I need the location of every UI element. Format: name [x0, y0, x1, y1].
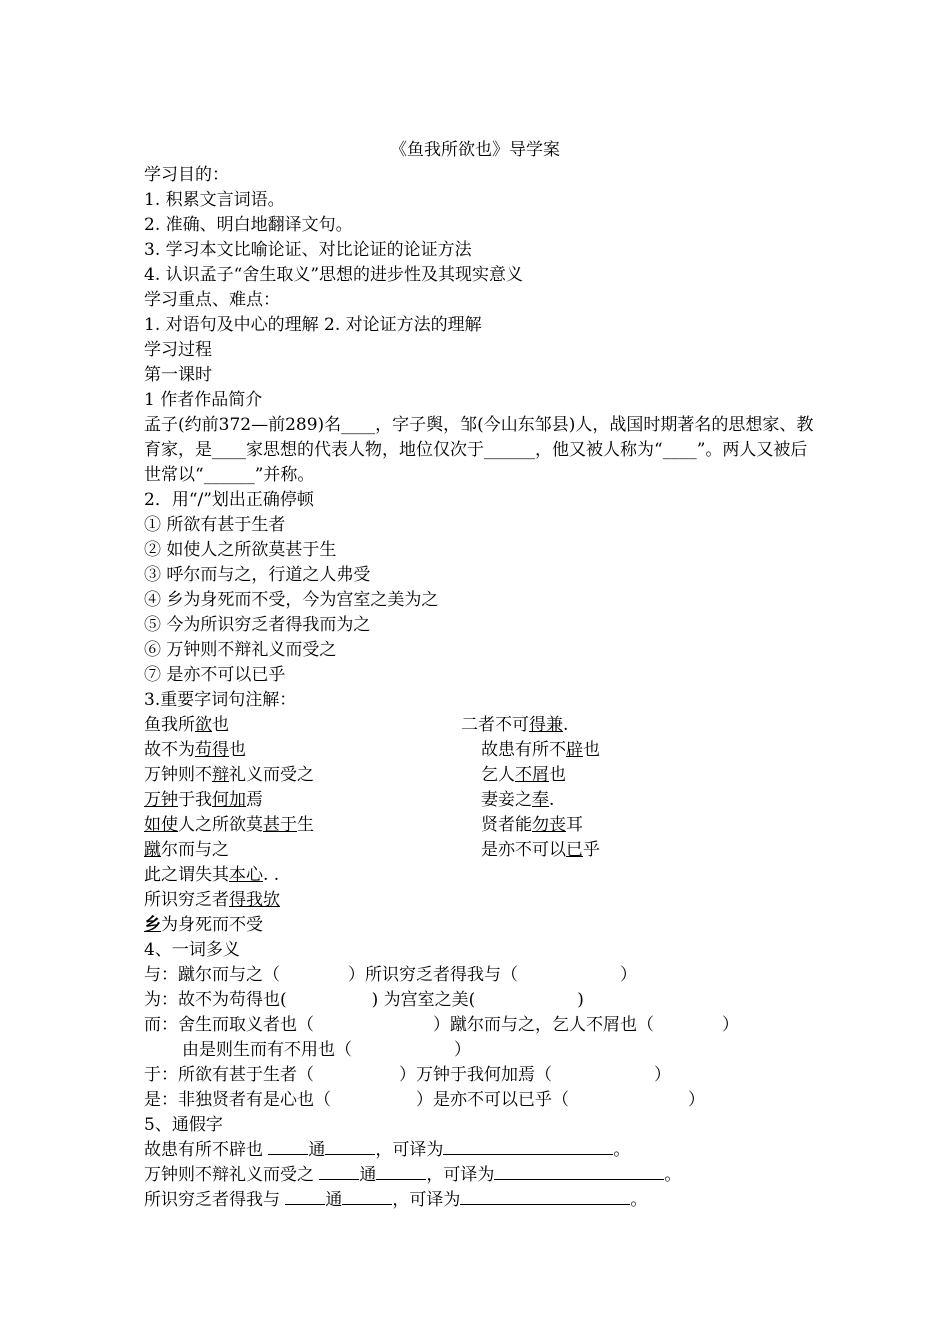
note-keyword: 得我欤: [229, 890, 280, 910]
notes-row: [144, 813, 814, 838]
notes-row: [144, 763, 814, 788]
polysemy-heading: 4、一词多义: [144, 940, 240, 960]
notes-row: [144, 738, 814, 763]
fill-blank[interactable]: [325, 1139, 375, 1155]
note-text: 生: [297, 815, 314, 835]
note-text: 于我: [178, 790, 212, 810]
pause-item: ④ 乡为身死而不受，今为宫室之美为之: [144, 590, 439, 610]
note-text: 也: [229, 740, 246, 760]
note-keyword: 得兼: [529, 715, 563, 735]
note-right: [481, 838, 600, 863]
tongjia-end: 。: [664, 1165, 682, 1185]
pause-item: ③ 呼尔而与之，行道之人弗受: [144, 565, 371, 585]
tongjia-row: [144, 1163, 814, 1188]
note-keyword: 欲: [195, 715, 212, 735]
note-text: 乎: [583, 840, 600, 860]
note-keyword: 苟得: [195, 740, 229, 760]
fill-blank[interactable]: [285, 1189, 325, 1205]
note-keyword: 勿丧: [532, 815, 566, 835]
tongjia-end: 。: [613, 1140, 631, 1160]
polysemy-row: 为：故不为苟得也( ) 为宫室之美( ): [144, 990, 584, 1010]
note-text: 妻妾之: [481, 790, 532, 810]
note-right: [481, 813, 583, 838]
note-keyword: 如使: [144, 815, 178, 835]
note-keyword: 甚于: [263, 815, 297, 835]
note-text: 人之所欲莫: [178, 815, 263, 835]
pause-item: ⑦ 是亦不可以已乎: [144, 665, 286, 685]
fill-blank[interactable]: [342, 1189, 392, 1205]
note-text: .: [563, 715, 569, 735]
note-text: 焉: [246, 790, 263, 810]
pause-item: ① 所欲有甚于生者: [144, 515, 286, 535]
note-keyword: 乡: [144, 915, 161, 935]
process-heading: 学习过程: [144, 340, 212, 360]
note-text: 礼义而受之: [229, 765, 314, 785]
tongjia-row: [144, 1138, 814, 1163]
note-text: 也: [549, 765, 566, 785]
notes-row: [144, 913, 814, 938]
tongjia-tong: 通: [359, 1165, 377, 1185]
notes-row: [144, 888, 814, 913]
polysemy-row: 于：所欲有甚于生者（ ）万钟于我何加焉（ ）: [144, 1065, 671, 1085]
tongjia-tong: 通: [308, 1140, 326, 1160]
page-title: 《鱼我所欲也》导学案: [390, 140, 560, 160]
author-heading: 1 作者作品简介: [144, 390, 263, 410]
pause-item: ⑥ 万钟则不辩礼义而受之: [144, 640, 337, 660]
note-right: [481, 788, 554, 813]
note-text: 乞人: [481, 765, 515, 785]
fill-blank[interactable]: [460, 1189, 630, 1205]
goal-item: 3. 学习本文比喻论证、对比论证的论证方法: [144, 240, 472, 260]
note-text: 所识穷乏者: [144, 890, 229, 910]
polysemy-row: 与：蹴尔而与之（ ）所识穷乏者得我与（ ）: [144, 965, 637, 985]
note-text: 也: [212, 715, 229, 735]
notes-row: [144, 863, 814, 888]
tongjia-translate-label: ，可译为: [426, 1165, 495, 1185]
tongjia-translate-label: ，可译为: [392, 1190, 461, 1210]
pause-heading: 2．用“/”划出正确停顿: [144, 490, 314, 510]
fill-blank[interactable]: [319, 1164, 359, 1180]
polysemy-row: 是：非独贤者有是心也（ ）是亦不可以已乎（ ）: [144, 1090, 705, 1110]
note-right: [481, 738, 600, 763]
tongjia-end: 。: [630, 1190, 648, 1210]
fill-blank[interactable]: [376, 1164, 426, 1180]
notes-row: [144, 788, 814, 813]
note-text: 万钟则不: [144, 765, 212, 785]
tongjia-heading: 5、通假字: [144, 1115, 223, 1135]
notes-row: [144, 713, 814, 738]
note-text: 也: [583, 740, 600, 760]
note-text: . .: [263, 865, 280, 885]
note-text: 耳: [566, 815, 583, 835]
note-text: 贤者能: [481, 815, 532, 835]
document-body: [144, 163, 814, 1213]
note-keyword: 奉: [532, 790, 549, 810]
note-text: 故不为: [144, 740, 195, 760]
pause-item: ② 如使人之所欲莫甚于生: [144, 540, 337, 560]
note-keyword: 万钟: [144, 790, 178, 810]
notes-row: [144, 838, 814, 863]
note-text: 尔而与之: [161, 840, 229, 860]
note-text: 鱼我所: [144, 715, 195, 735]
key-points-heading: 学习重点、难点：: [144, 290, 280, 310]
note-text: 二者不可: [461, 715, 529, 735]
note-right: [481, 763, 566, 788]
fill-blank[interactable]: [443, 1139, 613, 1155]
note-text: 故患有所不: [481, 740, 566, 760]
tongjia-translate-label: ，可译为: [375, 1140, 444, 1160]
polysemy-row: 由是则生而有不用也（ ）: [182, 1040, 471, 1060]
note-keyword: 辩: [212, 765, 229, 785]
goals-heading: 学习目的：: [144, 165, 229, 185]
tongjia-row: [144, 1188, 814, 1213]
tongjia-sentence: 所识穷乏者得我与: [144, 1190, 280, 1210]
note-keyword: 本心: [229, 865, 263, 885]
note-keyword: 已: [566, 840, 583, 860]
note-text: 是亦不可以: [481, 840, 566, 860]
polysemy-row: 而：舍生而取义者也（ ）蹴尔而与之，乞人不屑也（ ）: [144, 1015, 739, 1035]
fill-blank[interactable]: [268, 1139, 308, 1155]
tongjia-tong: 通: [325, 1190, 343, 1210]
key-points-text: 1. 对语句及中心的理解 2. 对论证方法的理解: [144, 315, 482, 335]
goal-item: 4. 认识孟子“舍生取义”思想的进步性及其现实意义: [144, 265, 524, 285]
lesson-label: 第一课时: [144, 365, 212, 385]
note-keyword: 何加: [212, 790, 246, 810]
note-text: 此之谓失其: [144, 865, 229, 885]
note-right: [461, 713, 568, 738]
author-text: 孟子(约前372—前289)名____，字子舆，邹(今山东邹县)人，战国时期著名的思想家、教育家，是____家思想的代表人物，地位仅次于______，他又被人称为“____”。两人又被后世常以“______”并称。: [144, 415, 814, 485]
note-keyword: 辟: [566, 740, 583, 760]
tongjia-sentence: 故患有所不辟也: [144, 1140, 263, 1160]
note-keyword: 蹴: [144, 840, 161, 860]
note-text: .: [549, 790, 555, 810]
note-text: 为身死而不受: [161, 915, 263, 935]
note-keyword: 不屑: [515, 765, 549, 785]
fill-blank[interactable]: [494, 1164, 664, 1180]
goal-item: 1. 积累文言词语。: [144, 190, 285, 210]
pause-item: ⑤ 今为所识穷乏者得我而为之: [144, 615, 371, 635]
notes-heading: 3.重要字词句注解：: [144, 690, 297, 710]
goal-item: 2. 准确、明白地翻译文句。: [144, 215, 353, 235]
tongjia-sentence: 万钟则不辩礼义而受之: [144, 1165, 314, 1185]
